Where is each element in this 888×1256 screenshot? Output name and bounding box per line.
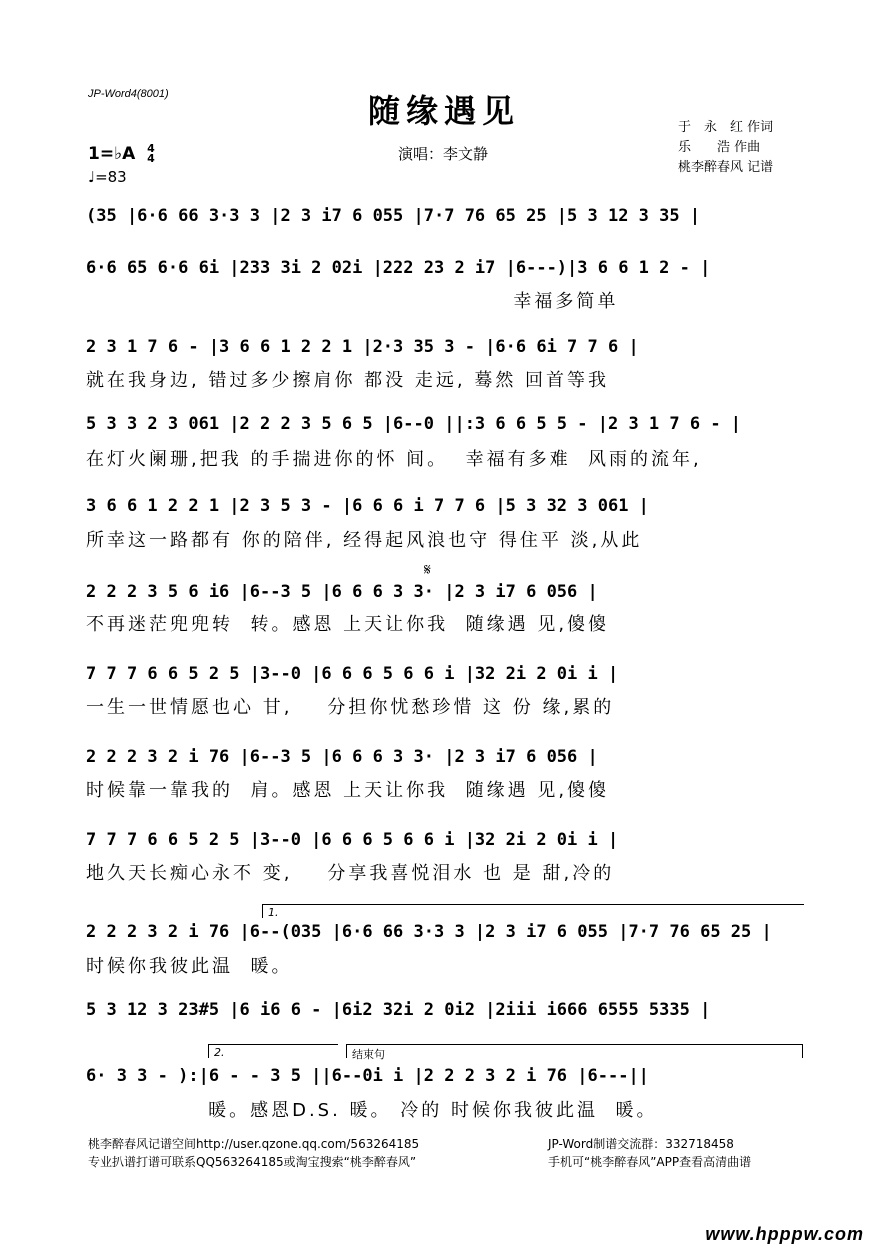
software-label: JP-Word4(8001) <box>88 88 169 100</box>
footer-left-line-2: 专业扒谱打谱可联系QQ563264185或淘宝搜索“桃李醉春风” <box>88 1155 417 1169</box>
system-5-notes: 3 6 6 1 2 2 1 |2 3 5 3 - |6 6 6 i 7 7 6 |5 3 32 3 061 | <box>86 496 649 516</box>
system-2-lyrics: 幸福多简单 <box>86 291 619 312</box>
volta-2-label: 2. <box>214 1046 225 1059</box>
system-7-lyrics: 一生一世情愿也心 甘, 分担你忧愁珍惜 这 份 缘,累的 <box>86 697 615 718</box>
composer-credit: 乐 浩 作曲 <box>678 140 761 155</box>
system-5-lyrics: 所幸这一路都有 你的陪伴, 经得起风浪也守 得住平 淡,从此 <box>86 530 643 551</box>
time-top: 4 <box>147 142 155 155</box>
system-6-lyrics: 不再迷茫兜兜转 转。感恩 上天让你我 随缘遇 见,傻傻 <box>86 614 610 635</box>
system-10-notes: 2 2 2 3 2 i 76 |6--(035 |6·6 66 3·3 3 |2 3 i7 6 055 |7·7 76 65 25 | <box>86 922 772 942</box>
volta-1-label: 1. <box>268 906 279 919</box>
system-3-lyrics: 就在我身边, 错过多少擦肩你 都没 走远, 蓦然 回首等我 <box>86 370 610 391</box>
ending-edge-right <box>802 1044 803 1058</box>
ending-label: 结束句 <box>352 1048 385 1061</box>
system-8-lyrics: 时候靠一靠我的 肩。感恩 上天让你我 随缘遇 见,傻傻 <box>86 780 610 801</box>
volta-2-edge <box>208 1044 209 1058</box>
credits <box>678 118 773 178</box>
system-4-notes: 5 3 3 2 3 061 |2 2 2 3 5 6 5 |6--0 ||:3 6 6 5 5 - |2 3 1 7 6 - | <box>86 414 742 434</box>
volta-1-bracket <box>262 904 804 905</box>
singer-label: 演唱：李文静 <box>398 145 489 163</box>
system-9-lyrics: 地久天长痴心永不 变, 分享我喜悦泪水 也 是 甜,冷的 <box>86 863 615 884</box>
ending-edge <box>346 1044 347 1058</box>
system-7-notes: 7 7 7 6 6 5 2 5 |3--0 |6 6 6 5 6 6 i |32 2i 2 0i i | <box>86 664 619 684</box>
footer-right <box>548 1135 751 1171</box>
key-label: 1=♭A <box>88 144 136 164</box>
system-9-notes: 7 7 7 6 6 5 2 5 |3--0 |6 6 6 5 6 6 i |32 2i 2 0i i | <box>86 830 619 850</box>
transcriber-credit: 桃李醉春风 记谱 <box>678 160 774 175</box>
song-title: 随缘遇见 <box>367 92 520 130</box>
footer-right-line-1: JP-Word制谱交流群：332718458 <box>548 1137 734 1151</box>
footer-left <box>88 1135 419 1171</box>
time-bottom: 4 <box>147 152 155 165</box>
ending-bracket <box>346 1044 802 1045</box>
system-10-lyrics: 时候你我彼此温 暖。 <box>86 956 293 977</box>
system-2-notes: 6·6 65 6·6 6i |233 3i 2 02i |222 23 2 i7 |6---)|3 6 6 1 2 - | <box>86 258 711 278</box>
system-12-notes: 6· 3 3 - ):|6 - - 3 5 ||6--0i i |2 2 2 3 2 i 76 |6---|| <box>86 1066 649 1086</box>
website-watermark: www.hpppw.com <box>705 1224 864 1244</box>
system-1-notes: (35 |6·6 66 3·3 3 |2 3 i7 6 055 |7·7 76 65 25 |5 3 12 3 35 | <box>86 206 701 226</box>
system-12-lyrics: 暖。感恩D.S. 暖。 冷的 时候你我彼此温 暖。 <box>86 1100 658 1121</box>
system-11-notes: 5 3 12 3 23#5 |6 i6 6 - |6i2 32i 2 0i2 |2iii i666 6555 5335 | <box>86 1000 711 1020</box>
lyricist-credit: 于 永 红 作词 <box>678 120 774 135</box>
system-3-notes: 2 3 1 7 6 - |3 6 6 1 2 2 1 |2·3 35 3 - |6·6 6i 7 7 6 | <box>86 337 639 357</box>
system-8-notes: 2 2 2 3 2 i 76 |6--3 5 |6 6 6 3 3· |2 3 i7 6 056 | <box>86 747 598 767</box>
volta-1-edge <box>262 904 263 918</box>
tempo-marking: ♩=83 <box>88 168 127 186</box>
time-signature <box>147 144 155 164</box>
footer-left-line-1: 桃李醉春风记谱空间http://user.qzone.qq.com/563264185 <box>88 1137 420 1151</box>
key-signature <box>88 144 155 164</box>
volta-2-bracket <box>208 1044 338 1045</box>
system-6-notes: 2 2 2 3 5 6 i6 |6--3 5 |6 6 6 3 3· |2 3 i7 6 056 | <box>86 582 598 602</box>
segno-sign: 𝄋 <box>424 560 431 579</box>
system-4-lyrics: 在灯火阑珊,把我 的手揣进你的怀 间。 幸福有多难 风雨的流年, <box>86 449 702 470</box>
footer-right-line-2: 手机可“桃李醉春风”APP查看高清曲谱 <box>548 1155 752 1169</box>
